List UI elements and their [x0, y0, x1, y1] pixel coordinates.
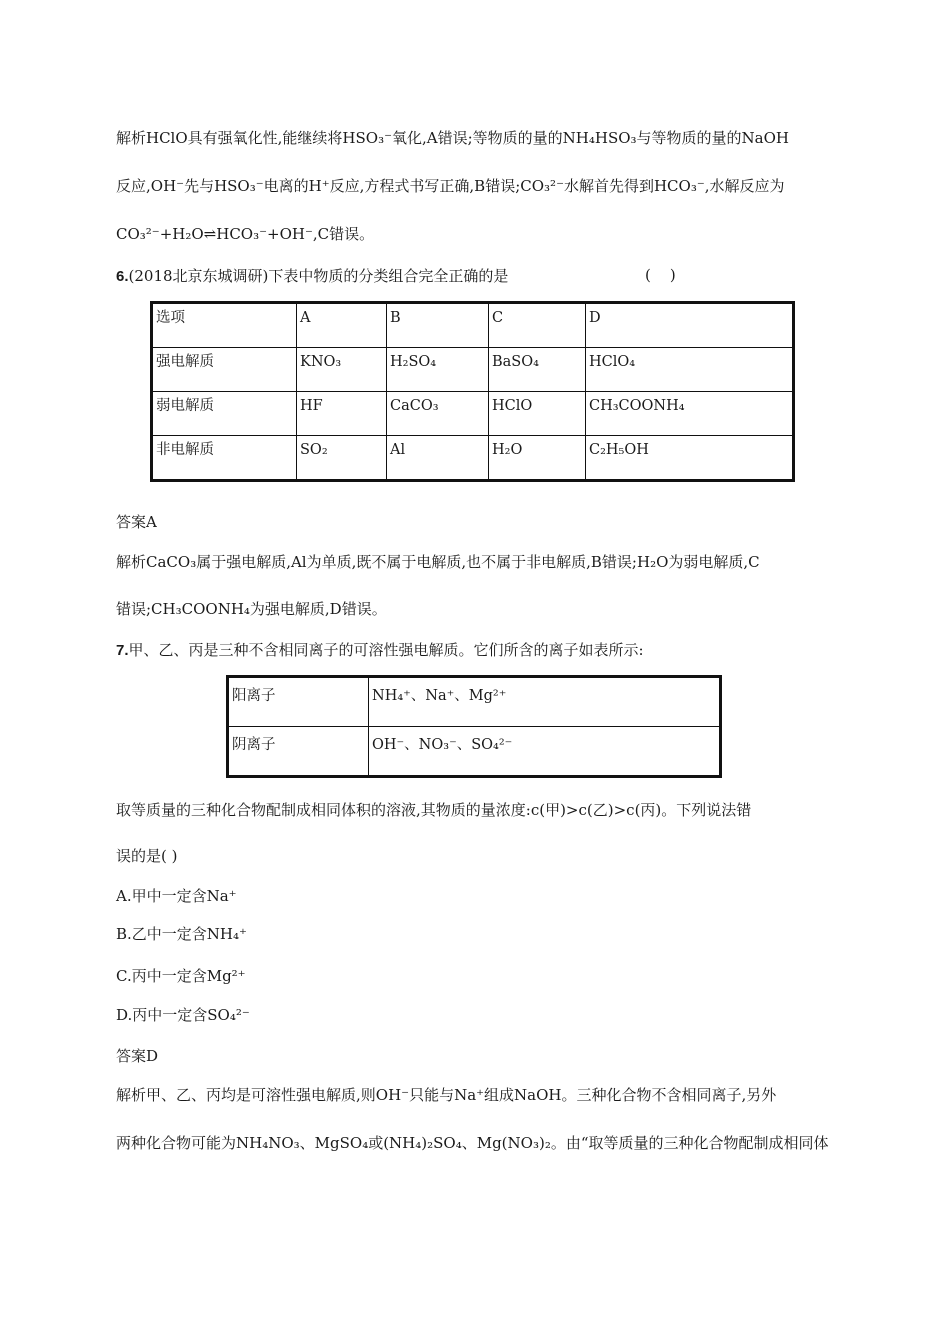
table-cell: 非电解质 — [152, 436, 297, 481]
table-cell: 阳离子 — [228, 677, 369, 727]
table-cell: H₂O — [489, 436, 586, 481]
answer-line: 答案A — [116, 513, 157, 531]
text-line: 反应,OH⁻先与HSO₃⁻电离的H⁺反应,方程式书写正确,B错误;CO₃²⁻水解首先得到HCO₃⁻,水解反应为 — [116, 177, 785, 195]
option-a: A.甲中一定含Na⁺ — [116, 887, 237, 905]
text-line: 错误;CH₃COONH₄为强电解质,D错误。 — [116, 600, 387, 618]
table-cell: H₂SO₄ — [387, 348, 489, 392]
text-line: 解析CaCO₃属于强电解质,Al为单质,既不属于电解质,也不属于非电解质,B错误;H₂O为弱电解质,C — [116, 553, 760, 571]
table-cell: CH₃COONH₄ — [586, 392, 794, 436]
text-line: 解析甲、乙、丙均是可溶性强电解质,则OH⁻只能与Na⁺组成NaOH。三种化合物不含相同离子,另外 — [116, 1086, 777, 1104]
question-stem — [116, 640, 644, 661]
answer-line: 答案D — [116, 1047, 159, 1065]
table-cell: HF — [297, 392, 387, 436]
question-text: 甲、乙、丙是三种不含相同离子的可溶性强电解质。它们所含的离子如表所示: — [128, 641, 644, 659]
classification-table — [150, 301, 795, 482]
table-cell: SO₂ — [297, 436, 387, 481]
table-row — [152, 436, 794, 481]
table-cell: 弱电解质 — [152, 392, 297, 436]
table-cell: CaCO₃ — [387, 392, 489, 436]
table-cell: OH⁻、NO₃⁻、SO₄²⁻ — [369, 727, 721, 777]
question-number: 6. — [116, 268, 129, 285]
table-cell: C₂H₅OH — [586, 436, 794, 481]
table-row — [228, 727, 721, 777]
table-row — [152, 348, 794, 392]
text-line: 取等质量的三种化合物配制成相同体积的溶液,其物质的量浓度:c(甲)>c(乙)>c(丙)。下列说法错 — [116, 801, 752, 819]
table-cell: B — [387, 303, 489, 348]
table-cell: D — [586, 303, 794, 348]
table-cell: HClO — [489, 392, 586, 436]
table-cell: 阴离子 — [228, 727, 369, 777]
option-d: D.丙中一定含SO₄²⁻ — [116, 1006, 250, 1024]
table-cell: A — [297, 303, 387, 348]
table-cell: BaSO₄ — [489, 348, 586, 392]
option-b: B.乙中一定含NH₄⁺ — [116, 925, 247, 943]
table-cell: HClO₄ — [586, 348, 794, 392]
text-line: 解析HClO具有强氧化性,能继续将HSO₃⁻氧化,A错误;等物质的量的NH₄HSO₃与等物质的量的NaOH — [116, 129, 789, 147]
table-cell: KNO₃ — [297, 348, 387, 392]
option-c: C.丙中一定含Mg²⁺ — [116, 967, 246, 985]
table-cell: NH₄⁺、Na⁺、Mg²⁺ — [369, 677, 721, 727]
ion-table — [226, 675, 722, 778]
text-line: 误的是( ) — [116, 847, 178, 865]
table-cell: C — [489, 303, 586, 348]
text-line: 两种化合物可能为NH₄NO₃、MgSO₄或(NH₄)₂SO₄、Mg(NO₃)₂。由“取等质量的三种化合物配制成相同体 — [116, 1134, 829, 1152]
table-cell: Al — [387, 436, 489, 481]
question-stem — [116, 266, 508, 287]
table-row — [152, 392, 794, 436]
table-row — [228, 677, 721, 727]
question-text: (2018北京东城调研)下表中物质的分类组合完全正确的是 — [128, 267, 509, 285]
table-cell: 强电解质 — [152, 348, 297, 392]
answer-blank: ( ) — [645, 266, 676, 284]
table-cell: 选项 — [152, 303, 297, 348]
table-row — [152, 303, 794, 348]
text-line: CO₃²⁻+H₂O⇌HCO₃⁻+OH⁻,C错误。 — [116, 225, 375, 243]
question-number: 7. — [116, 642, 129, 659]
